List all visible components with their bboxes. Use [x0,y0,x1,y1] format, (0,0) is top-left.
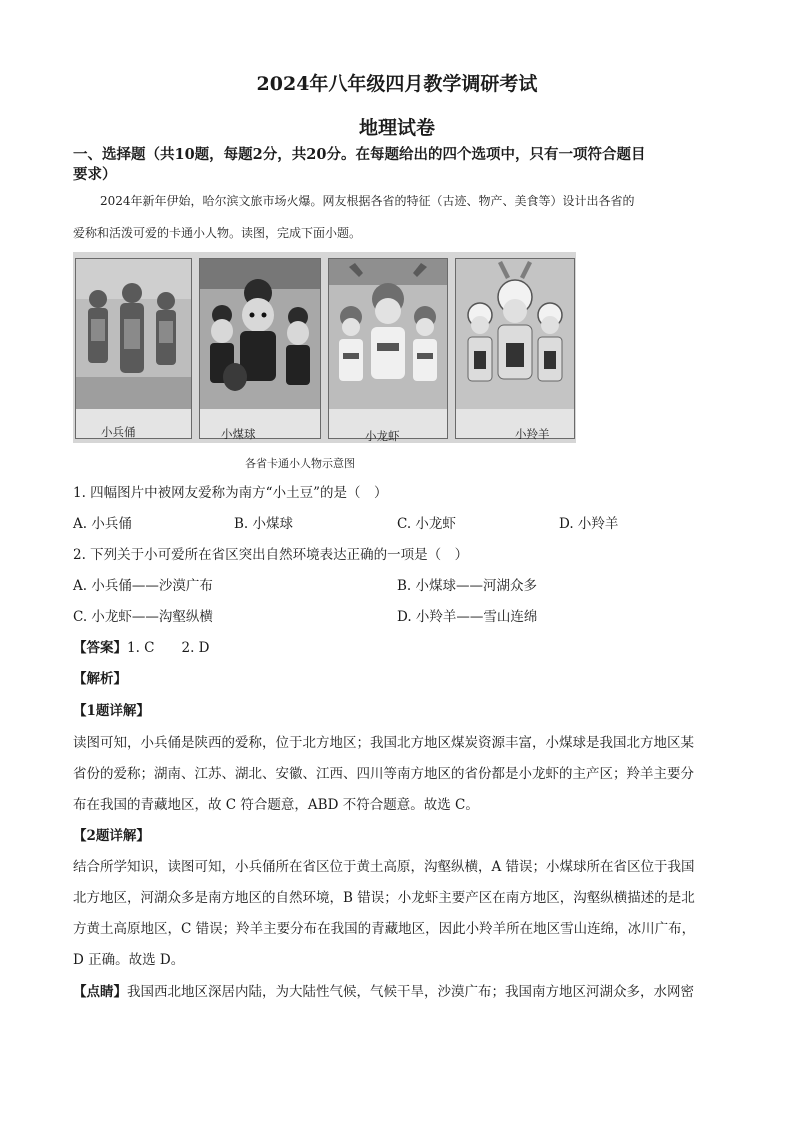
panel-coal-ball [199,258,321,439]
question-2-option-d: D. 小羚羊——雪山连绵 [397,609,538,625]
exam-subtitle: 地理试卷 [358,117,435,139]
q2-detail-line-2: 北方地区，河湖众多是南方地区的自然环境，B 错误；小龙虾主要产区在南方地区，沟壑纵横描述的是北 [73,890,695,906]
intro-line1: 2024年新年伊始，哈尔滨文旅市场火爆。网友根据各省的特征（古迹、物产、美食等）设计出各省的 [100,194,635,208]
q1-detail-label: 【1题详解】 [73,703,150,719]
q2-detail-line-1: 结合所学知识，读图可知，小兵俑所在省区位于黄土高原，沟壑纵横，A 错误；小煤球所在省区位于我国 [73,859,695,875]
q2-detail-line-4: D 正确。故选 D。 [73,952,185,968]
panel-crayfish [328,258,448,439]
cartoon-figure [73,252,576,443]
q1-detail-line-2: 省份的爱称；湖南、江苏、湖北、安徽、江西、四川等南方地区的省份都是小龙虾的主产区；羚羊主要分 [73,766,694,782]
question-1-option-c: C. 小龙虾 [397,516,456,532]
intro-line2: 爱称和活泼可爱的卡通小人物。读图，完成下面小题。 [73,226,362,240]
tip-line [73,982,733,1002]
panel-antelope [455,258,575,439]
question-1-stem: 1. 四幅图片中被网友爱称为南方“小土豆”的是（ ） [73,485,388,501]
section-heading-line2: 要求） [73,166,117,183]
tip-label: 【点睛】 [73,984,127,1000]
exam-title: 2024年八年级四月教学调研考试 [256,73,538,95]
q1-detail-line-1: 读图可知，小兵俑是陕西的爱称，位于北方地区；我国北方地区煤炭资源丰富，小煤球是我国北方地区某 [73,735,694,751]
answer-text: 1. C 2. D [127,640,210,656]
figure-caption: 各省卡通小人物示意图 [245,457,355,470]
figure-label-3: 小龙虾 [365,429,400,443]
q2-detail-label: 【2题详解】 [73,828,150,844]
answer-line [73,638,733,658]
panel-terracotta [75,258,192,439]
figure-label-2: 小煤球 [221,427,256,441]
question-1-option-b: B. 小煤球 [234,516,294,532]
figure-label-1: 小兵俑 [101,425,136,439]
analysis-label: 【解析】 [73,671,127,687]
question-1-option-d: D. 小羚羊 [559,516,619,532]
answer-label: 【答案】 [73,640,127,656]
question-2-stem: 2. 下列关于小可爱所在省区突出自然环境表达正确的一项是（ ） [73,547,469,563]
terracotta-warriors-illustration [76,259,191,409]
question-2-option-b: B. 小煤球——河湖众多 [397,578,538,594]
antelope-illustration [456,259,574,409]
crayfish-illustration [329,259,447,409]
coal-ball-illustration [200,259,320,409]
tip-text: 我国西北地区深居内陆，为大陆性气候，气候干旱，沙漠广布；我国南方地区河湖众多，水网密 [127,984,694,1000]
section-heading-line1: 一、选择题（共10题，每题2分，共20分。在每题给出的四个选项中，只有一项符合题目 [73,146,646,163]
q1-detail-line-3: 布在我国的青藏地区，故 C 符合题意，ABD 不符合题意。故选 C。 [73,797,479,813]
question-1-option-a: A. 小兵俑 [73,516,132,532]
figure-label-4: 小羚羊 [515,427,550,441]
question-2-option-c: C. 小龙虾——沟壑纵横 [73,609,213,625]
question-2-option-a: A. 小兵俑——沙漠广布 [73,578,213,594]
q2-detail-line-3: 方黄土高原地区，C 错误；羚羊主要分布在我国的青藏地区，因此小羚羊所在地区雪山连绵，冰川广布， [73,921,696,937]
